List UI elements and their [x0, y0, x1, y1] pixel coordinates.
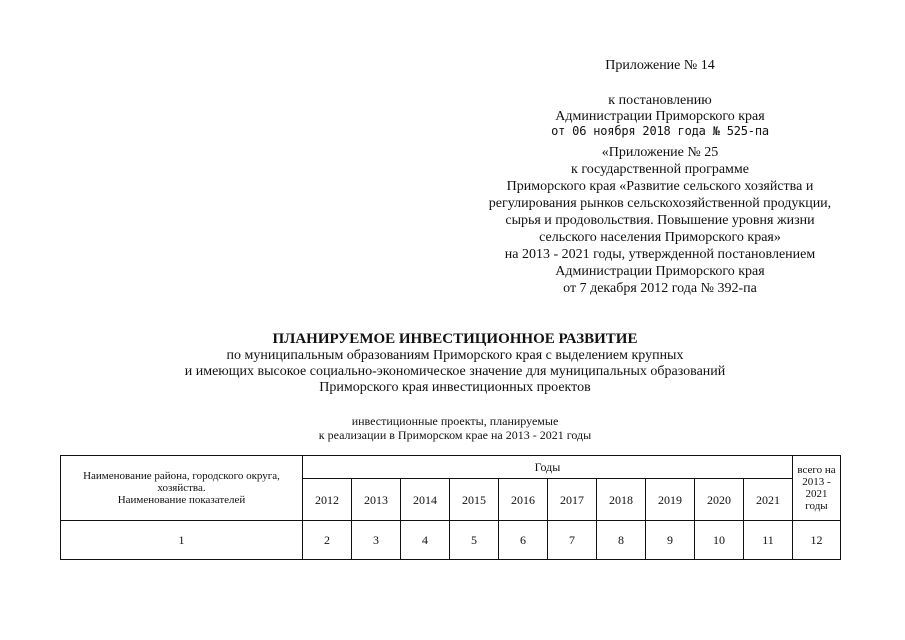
header-total-cell [793, 456, 841, 521]
column-number-cell: 11 [744, 521, 793, 560]
header-name-line: Наименование района, городского округа, [83, 470, 280, 482]
reference-line: сырья и продовольствия. Повышение уровня жизни [505, 213, 815, 228]
header-name-line: Наименование показателей [117, 494, 246, 506]
reference-line: Администрации Приморского края [555, 264, 765, 279]
reference-line: «Приложение № 25 [601, 145, 719, 160]
column-number-cell: 5 [450, 521, 499, 560]
caption-line: к реализации в Приморском крае на 2013 - 2021 годы [318, 428, 592, 442]
appendix-administration: Администрации Приморского края [555, 109, 765, 124]
table-header-row [61, 456, 841, 479]
column-number-cell: 12 [793, 521, 841, 560]
subtitle-line: по муниципальным образованиям Приморского края с выделением крупных [226, 348, 684, 363]
header-total-line: годы [805, 500, 828, 512]
year-cell: 2020 [695, 479, 744, 521]
reference-line: сельского населения Приморского края» [539, 230, 781, 245]
year-cell: 2016 [499, 479, 548, 521]
year-cell: 2013 [352, 479, 401, 521]
year-cell: 2019 [646, 479, 695, 521]
column-number-cell: 6 [499, 521, 548, 560]
header-total-line: 2021 [805, 488, 828, 500]
column-number-cell: 9 [646, 521, 695, 560]
column-number-cell: 10 [695, 521, 744, 560]
subtitle-line: Приморского края инвестиционных проектов [319, 380, 591, 395]
year-cell: 2018 [597, 479, 646, 521]
document-title: ПЛАНИРУЕМОЕ ИНВЕСТИЦИОННОЕ РАЗВИТИЕ [272, 331, 638, 347]
column-number-cell: 7 [548, 521, 597, 560]
appendix-signed-date: от 06 ноября 2018 года № 525-па [551, 124, 769, 138]
table-caption [260, 414, 650, 442]
reference-line: Приморского края «Развитие сельского хозяйства и [506, 179, 814, 194]
column-number-cell: 1 [61, 521, 303, 560]
subtitle-line: и имеющих высокое социально-экономическое значение для муниципальных образований [184, 364, 726, 379]
header-total-line: всего на [797, 464, 836, 476]
reference-line: на 2013 - 2021 годы, утвержденной постановлением [504, 247, 816, 262]
column-number-cell: 3 [352, 521, 401, 560]
reference-line: от 7 декабря 2012 года № 392-па [563, 281, 757, 296]
column-number-cell: 4 [401, 521, 450, 560]
reference-block [470, 144, 850, 297]
investment-table [60, 455, 841, 560]
year-cell: 2021 [744, 479, 793, 521]
caption-line: инвестиционные проекты, планируемые [351, 414, 559, 428]
year-cell: 2012 [303, 479, 352, 521]
document-heading [60, 331, 850, 396]
appendix-number: Приложение № 14 [605, 58, 715, 73]
reference-line: регулирования рынков сельскохозяйственной продукции, [488, 196, 832, 211]
header-name-line: хозяйства. [157, 482, 206, 494]
year-cell: 2014 [401, 479, 450, 521]
reference-line: к государственной программе [571, 162, 749, 177]
year-cell: 2015 [450, 479, 499, 521]
table-column-numbers-row [61, 521, 841, 560]
column-number-cell: 8 [597, 521, 646, 560]
column-number-cell: 2 [303, 521, 352, 560]
appendix-to-resolution: к постановлению [608, 93, 712, 108]
header-years-group: Годы [303, 456, 793, 479]
header-total-line: 2013 - [802, 476, 831, 488]
header-name-cell [61, 456, 303, 521]
year-cell: 2017 [548, 479, 597, 521]
